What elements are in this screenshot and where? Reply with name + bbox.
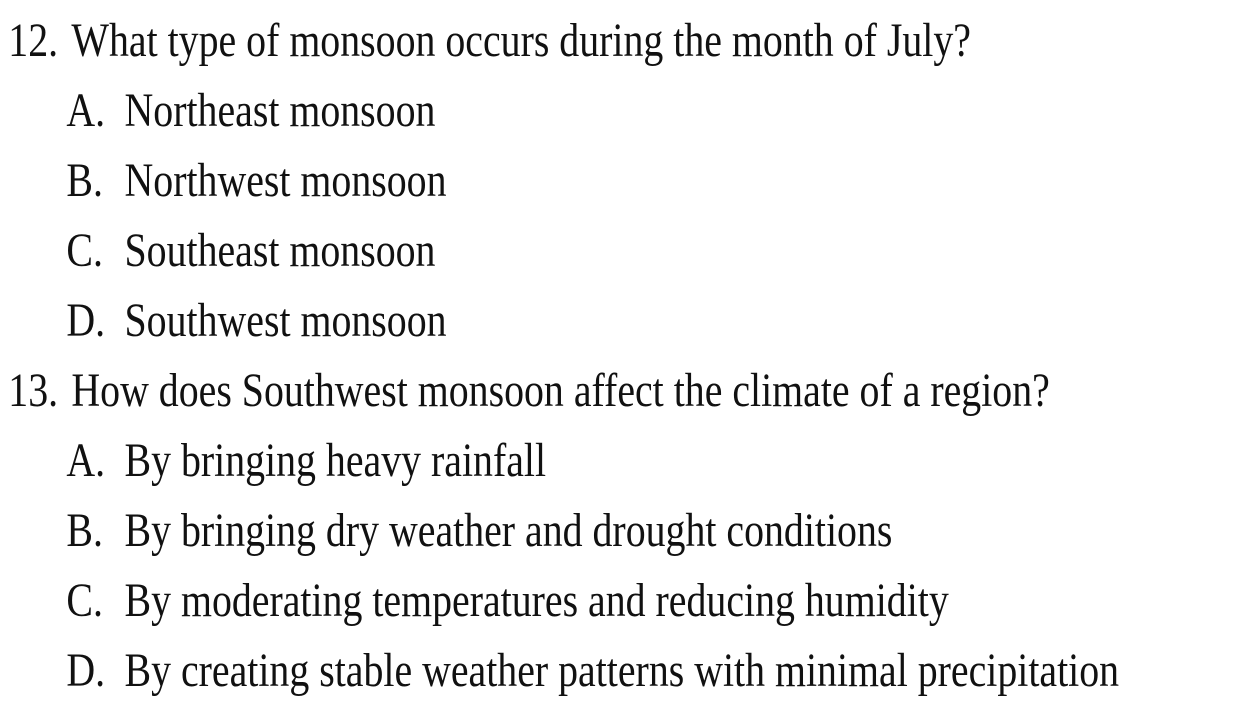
option-text: By creating stable weather patterns with minimal precipitation	[124, 644, 1120, 697]
option-letter: A.	[66, 84, 106, 137]
question-13-option-b	[0, 496, 892, 566]
option-text: Northeast monsoon	[124, 84, 436, 137]
question-12	[0, 6, 971, 76]
option-text: By bringing dry weather and drought conditions	[124, 504, 893, 557]
question-12-option-b	[0, 146, 447, 216]
option-letter: A.	[66, 434, 106, 487]
question-number: 12.	[8, 14, 59, 67]
option-text: By bringing heavy rainfall	[124, 434, 547, 487]
question-12-option-d	[0, 286, 447, 356]
question-12-option-a	[0, 76, 435, 146]
option-text: By moderating temperatures and reducing humidity	[124, 574, 949, 627]
option-text: Northwest monsoon	[124, 154, 447, 207]
question-12-option-c	[0, 216, 435, 286]
question-13-option-d	[0, 636, 1119, 706]
option-text: Southwest monsoon	[124, 294, 447, 347]
question-13	[0, 356, 1050, 426]
question-13-option-c	[0, 566, 949, 636]
question-text: What type of monsoon occurs during the month of July?	[71, 14, 971, 67]
option-letter: C.	[66, 224, 103, 277]
question-text: How does Southwest monsoon affect the climate of a region?	[71, 364, 1050, 417]
option-letter: D.	[66, 294, 106, 347]
option-letter: B.	[66, 504, 103, 557]
option-letter: B.	[66, 154, 103, 207]
question-13-option-a	[0, 426, 546, 496]
question-number: 13.	[8, 364, 59, 417]
option-letter: C.	[66, 574, 103, 627]
option-letter: D.	[66, 644, 106, 697]
option-text: Southeast monsoon	[124, 224, 436, 277]
